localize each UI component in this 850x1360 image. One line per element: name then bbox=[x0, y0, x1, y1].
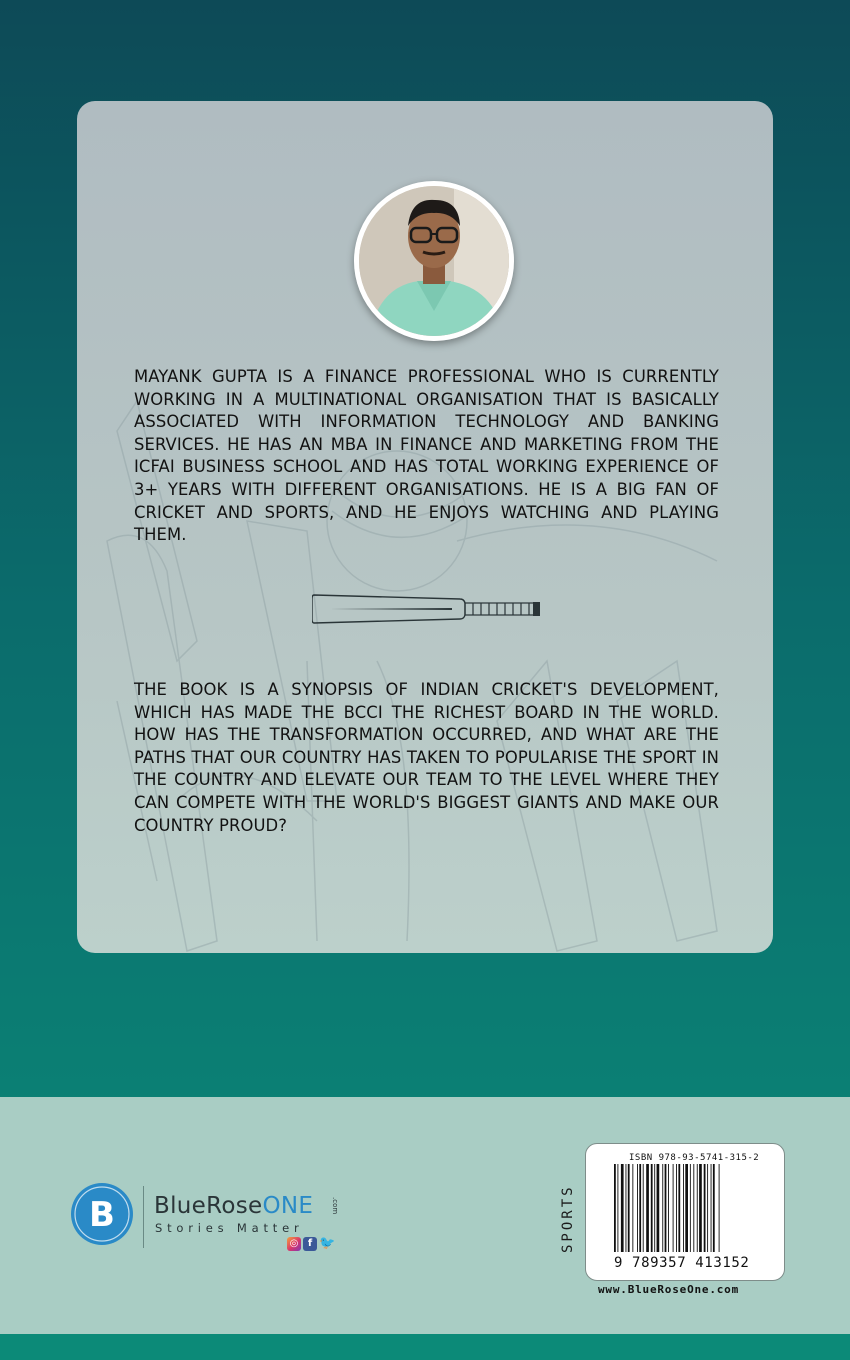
bottom-strip bbox=[0, 1334, 850, 1360]
book-synopsis: THE BOOK IS A SYNOPSIS OF INDIAN CRICKET'S DEVELOPMENT, WHICH HAS MADE THE BCCI THE RICHEST BOARD IN THE WORLD. HOW HAS THE TRANSFORMATION OCCURRED, AND WHAT ARE THE PATHS THAT OUR COUNTRY HAS TAKEN TO POPULARISE THE SPORT IN THE COUNTRY AND ELEVATE OUR TEAM TO THE LEVEL WHERE THEY CAN COMPETE WITH THE WORLD'S BIGGEST GIANTS AND MAKE OUR COUNTRY PROUD? bbox=[134, 680, 719, 835]
cricket-bat-icon bbox=[312, 591, 542, 627]
author-photo-icon bbox=[359, 186, 509, 336]
instagram-icon[interactable]: ◎ bbox=[287, 1237, 301, 1251]
author-card bbox=[77, 101, 773, 953]
bluerose-logo-icon bbox=[70, 1182, 134, 1246]
isbn-label: ISBN 978-93-5741-315-2 bbox=[629, 1153, 760, 1163]
barcode-icon bbox=[612, 1164, 756, 1256]
facebook-icon[interactable]: f bbox=[303, 1237, 317, 1251]
author-bio: MAYANK GUPTA IS A FINANCE PROFESSIONAL WHO IS CURRENTLY WORKING IN A MULTINATIONAL ORGANISATION THAT IS BASICALLY ASSOCIATED WITH INFORMATION TECHNOLOGY AND BANKING SERVICES. HE HAS AN MBA IN FINANCE AND MARKETING FROM THE ICFAI BUSINESS SCHOOL AND HAS TOTAL WORKING EXPERIENCE OF 3+ YEARS WITH DIFFERENT ORGANISATIONS. HE IS A BIG FAN OF CRICKET AND SPORTS, AND HE ENJOYS WATCHING AND PLAYING THEM. bbox=[134, 367, 719, 545]
publisher-name-part1: BlueRose bbox=[154, 1193, 263, 1219]
author-photo bbox=[354, 181, 514, 341]
publisher-tagline: Stories Matter bbox=[155, 1221, 304, 1235]
publisher-name-part2: ONE bbox=[262, 1193, 314, 1219]
logo-letter: B bbox=[89, 1195, 115, 1235]
twitter-icon[interactable]: 🐦 bbox=[319, 1236, 336, 1251]
publisher-website[interactable]: www.BlueRoseOne.com bbox=[598, 1283, 740, 1296]
social-icons bbox=[287, 1236, 336, 1251]
logo-divider bbox=[143, 1186, 144, 1248]
publisher-domain-suffix: .com bbox=[331, 1197, 339, 1215]
publisher-name bbox=[154, 1193, 313, 1219]
category-label: SPORTS bbox=[560, 1184, 576, 1253]
barcode-number: 9 789357 413152 bbox=[614, 1255, 750, 1271]
barcode-box bbox=[585, 1143, 785, 1281]
